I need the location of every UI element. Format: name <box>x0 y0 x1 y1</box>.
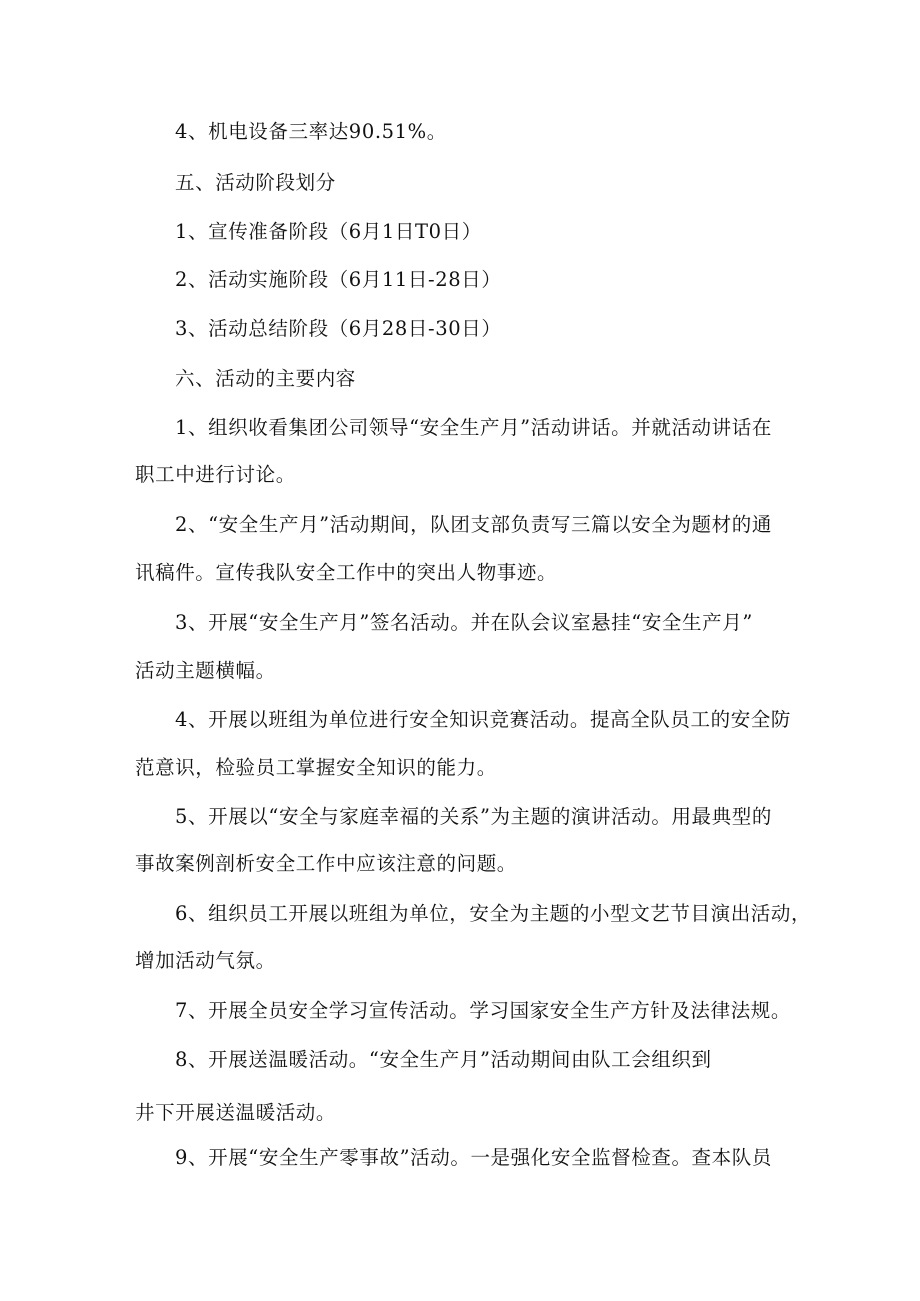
section-heading: 六、活动的主要内容 <box>175 367 356 390</box>
list-item: 3、活动总结阶段（6月28日-30日） <box>175 317 502 340</box>
list-item: 2、活动实施阶段（6月11日-28日） <box>175 268 502 291</box>
paragraph-line: 范意识，检验员工掌握安全知识的能力。 <box>135 756 497 779</box>
section-heading: 五、活动阶段划分 <box>175 171 336 194</box>
paragraph-line: 事故案例剖析安全工作中应该注意的问题。 <box>135 852 517 875</box>
paragraph-line: 职工中进行讨论。 <box>135 463 296 486</box>
paragraph-line: 3、开展“安全生产月”签名活动。并在队会议室悬挂“安全生产月” <box>175 611 753 634</box>
paragraph-line: 7、开展全员安全学习宣传活动。学习国家安全生产方针及法律法规。 <box>175 999 792 1022</box>
paragraph-line: 增加活动气氛。 <box>135 949 276 972</box>
paragraph-line: 讯稿件。宣传我队安全工作中的突出人物事迹。 <box>135 561 558 584</box>
paragraph-line: 9、开展“安全生产零事故”活动。一是强化安全监督检查。查本队员 <box>175 1146 772 1169</box>
paragraph-line: 井下开展送温暖活动。 <box>135 1101 337 1124</box>
list-item: 1、宣传准备阶段（6月1日T0日） <box>175 220 482 243</box>
paragraph-line: 5、开展以“安全与家庭幸福的关系”为主题的演讲活动。用最典型的 <box>175 805 772 828</box>
paragraph-line: 2、“安全生产月”活动期间，队团支部负责写三篇以安全为题材的通 <box>175 513 772 536</box>
paragraph-line: 8、开展送温暖活动。“安全生产月”活动期间由队工会组织到 <box>175 1048 712 1071</box>
paragraph-line: 1、组织收看集团公司领导“安全生产月”活动讲话。并就活动讲话在 <box>175 416 772 439</box>
paragraph-line: 6、组织员工开展以班组为单位，安全为主题的小型文艺节目演出活动， <box>175 902 812 925</box>
paragraph-line: 活动主题横幅。 <box>135 659 276 682</box>
paragraph-line: 4、开展以班组为单位进行安全知识竞赛活动。提高全队员工的安全防 <box>175 708 792 731</box>
list-item: 4、机电设备三率达90.51%。 <box>175 120 447 143</box>
